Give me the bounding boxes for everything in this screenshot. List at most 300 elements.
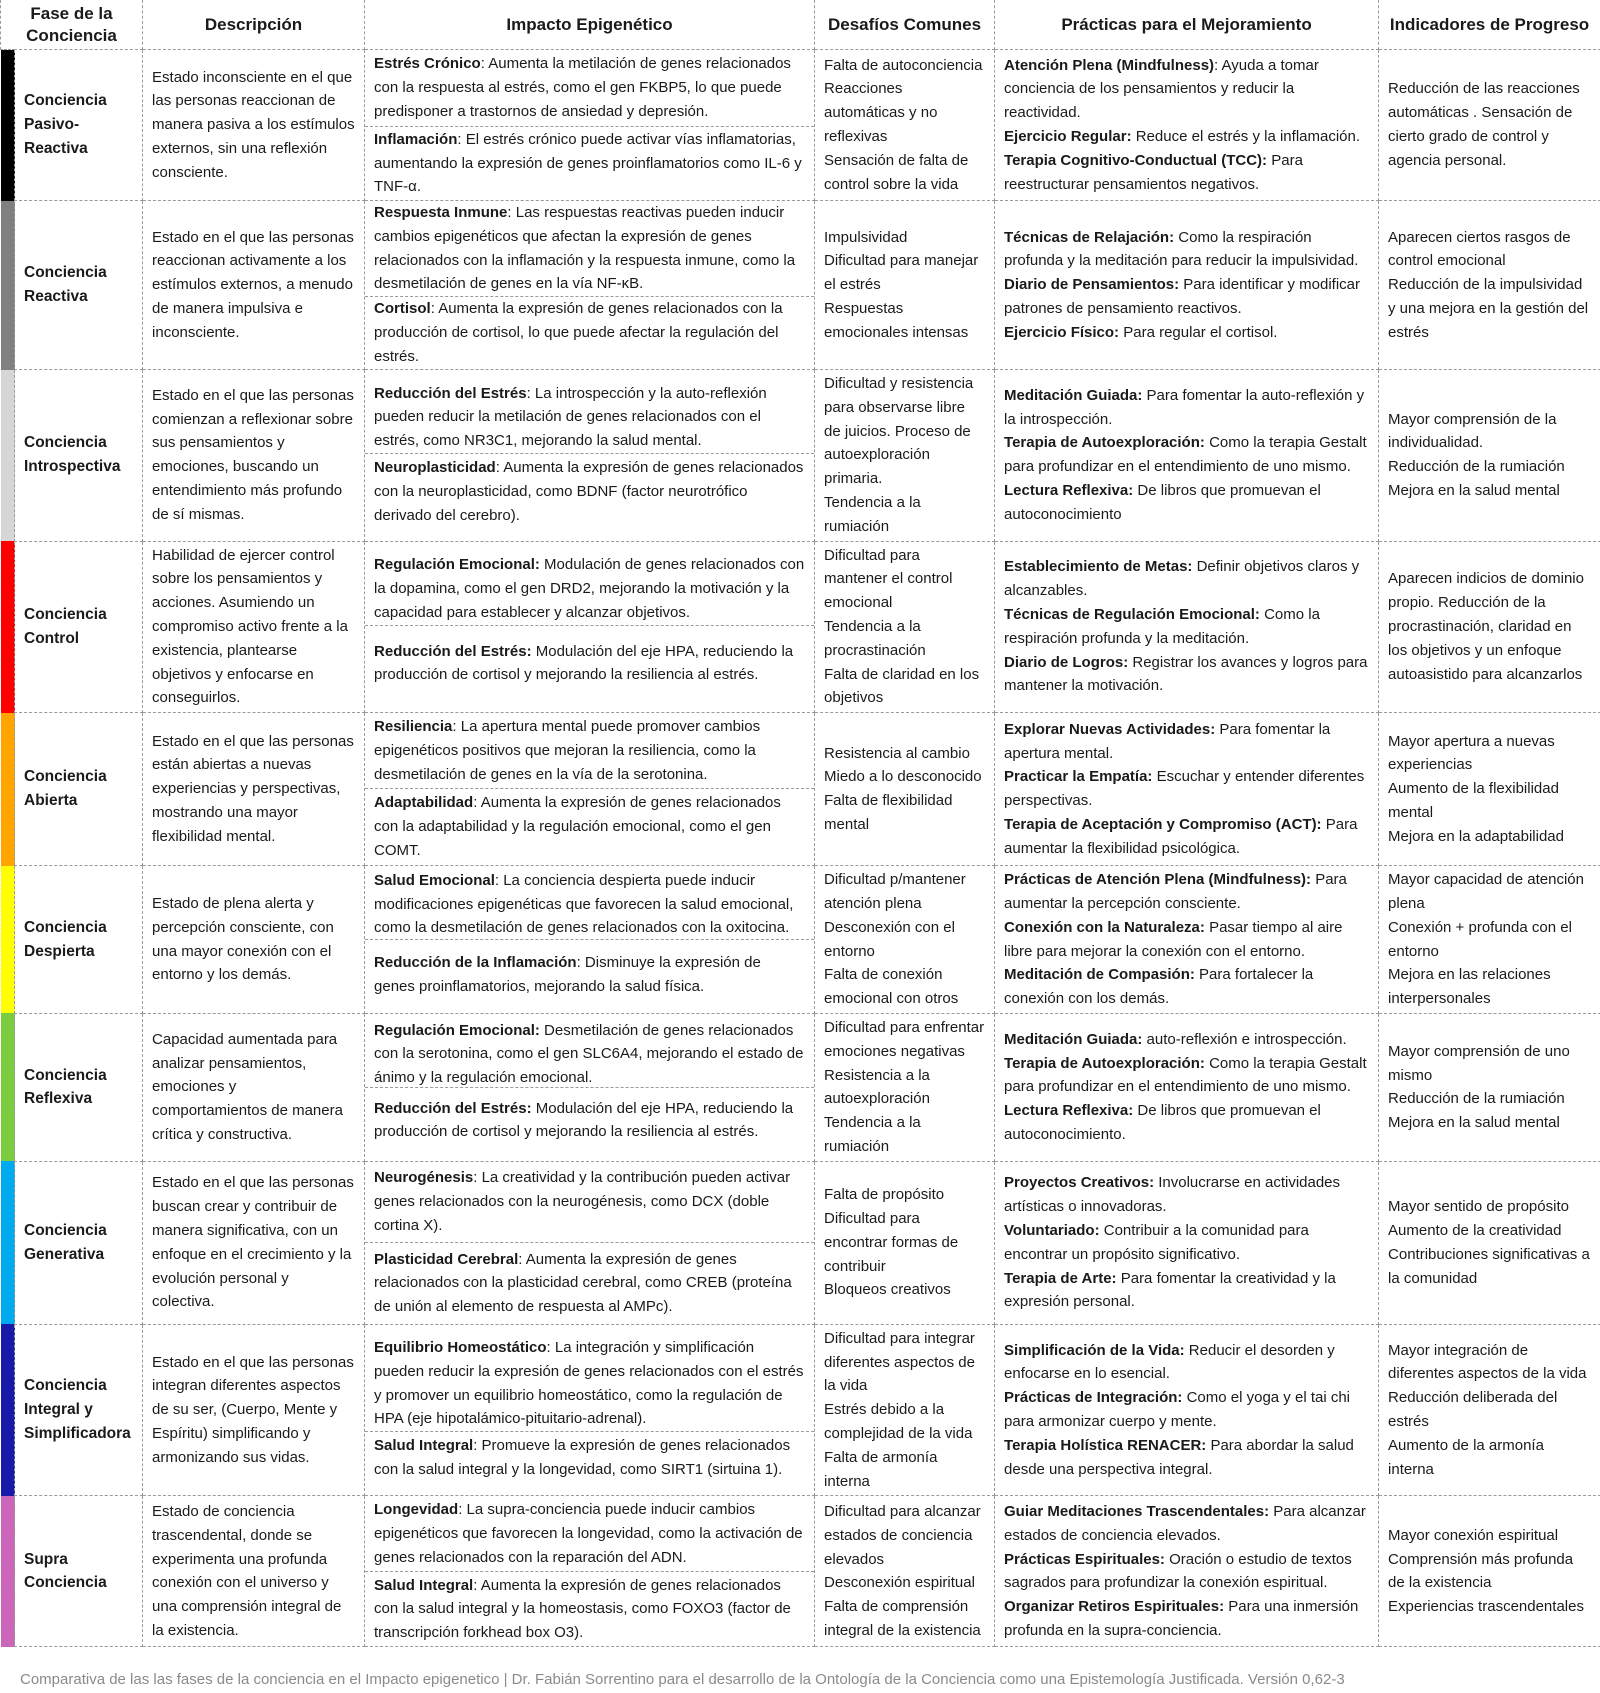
- challenge-item: Desconexión con el entorno: [824, 918, 955, 960]
- practice-title: Meditación Guiada:: [1004, 386, 1143, 404]
- impact-title: Regulación Emocional:: [374, 556, 540, 574]
- table-row: [1, 1013, 1600, 1161]
- practice-title: Establecimiento de Metas:: [1004, 558, 1193, 576]
- practice-title: Ejercicio Regular:: [1004, 128, 1132, 145]
- indicators-cell: [1379, 1324, 1600, 1496]
- practice-title: Explorar Nuevas Actividades:: [1004, 720, 1216, 738]
- phase-color-bar: [1, 370, 15, 542]
- practice-detail: Como la respiración profunda y la meditación para reducir la impulsividad.: [1004, 228, 1359, 270]
- practice-detail: Ayuda a tomar conciencia de los pensamientos y reducir la reactividad.: [1004, 56, 1319, 122]
- practice-title: Terapia de Arte:: [1004, 1269, 1117, 1287]
- footer-caption: Comparativa de las las fases de la conciencia en el Impacto epigenetico | Dr. Fabián Sorrentino para el desarrollo de la Ontología de la Conciencia como una Epistemología Justificada. Versión 0,62-3: [20, 1671, 1345, 1688]
- epigenetic-impact-cell: [365, 1013, 815, 1161]
- practice-item: [1004, 1028, 1369, 1052]
- practice-title: Simplificación de la Vida:: [1004, 1341, 1185, 1359]
- phase-description: Estado en el que las personas buscan crear y contribuir de manera significativa, con un enfoque en el crecimiento y la evolución personal y colectiva.: [143, 1161, 365, 1324]
- impact-title: Equilibrio Homeostático: [374, 1338, 547, 1356]
- impact-text: [374, 1336, 805, 1431]
- impact-detail: Modulación del eje HPA, reduciendo la producción de cortisol y mejorando la resiliencia al estrés.: [374, 1099, 794, 1141]
- impact-block: [365, 625, 814, 701]
- challenge-item: Falta de autoconciencia: [824, 56, 983, 74]
- impact-block: [365, 381, 814, 453]
- indicator-item: Mejora en las relaciones interpersonales: [1388, 966, 1551, 1008]
- impact-text: [374, 869, 805, 940]
- practice-detail: Como la terapia Gestalt para profundizar en el entendimiento de uno mismo.: [1004, 1054, 1367, 1096]
- practice-title: Conexión con la Naturaleza:: [1004, 918, 1205, 936]
- header-practices: Prácticas para el Mejoramiento: [995, 0, 1379, 50]
- indicator-item: Mejora en la salud mental: [1388, 482, 1560, 500]
- practice-item: [1004, 1548, 1369, 1596]
- impact-block: [365, 1022, 814, 1087]
- impact-block: [365, 1496, 814, 1571]
- impact-separator: :: [473, 1437, 482, 1455]
- practice-item: [1004, 273, 1369, 321]
- header-row: [1, 0, 1600, 50]
- challenges-cell: [815, 1324, 995, 1496]
- challenge-item: Reacciones automáticas y no reflexivas: [824, 80, 938, 145]
- challenge-item: Dificultad para integrar diferentes aspectos de la vida: [824, 1329, 975, 1395]
- impact-block: [365, 126, 814, 200]
- impact-separator: :: [546, 1338, 555, 1356]
- impact-text: [374, 1248, 805, 1319]
- practice-detail: Para fomentar la auto-reflexión y la introspección.: [1004, 386, 1365, 428]
- impact-separator: :: [430, 300, 439, 318]
- indicators-cell: [1379, 50, 1600, 201]
- practice-item: [1004, 603, 1369, 651]
- impact-detail: Aumenta la expresión de genes relacionados con la producción de cortisol, lo que puede afectar la regulación del estrés.: [374, 300, 783, 365]
- practice-item: [1004, 479, 1369, 527]
- challenges-cell: [815, 370, 995, 542]
- practice-item: [1004, 555, 1369, 603]
- indicator-item: Reducción de las reacciones automáticas . Sensación de cierto grado de control y agencia personal.: [1388, 80, 1580, 169]
- impact-text: [374, 52, 805, 123]
- challenges-cell: [815, 1496, 995, 1647]
- practice-detail: Para reestructurar pensamientos negativos.: [1004, 151, 1303, 193]
- table-row: [1, 541, 1600, 713]
- phase-name: Conciencia Abierta: [15, 713, 143, 866]
- challenge-item: Falta de comprensión integral de la existencia: [824, 1598, 981, 1639]
- practices-cell: [995, 201, 1379, 370]
- impact-title: Reducción del Estrés:: [374, 1099, 532, 1117]
- table-row: [1, 866, 1600, 1014]
- challenge-item: Falta de armonía interna: [824, 1448, 938, 1490]
- header-phase: Fase de la Conciencia: [1, 0, 143, 50]
- impact-text: [374, 715, 805, 786]
- practices-cell: [995, 50, 1379, 201]
- impact-detail: La integración y simplificación pueden reducir la expresión de genes relacionados con el estrés y promover un equilibrio homeostático, como la regulación de HPA (eje hipotalámico-pituitario-adrenal).: [374, 1338, 804, 1428]
- impact-separator: :: [576, 953, 585, 971]
- impact-text: [374, 1166, 805, 1237]
- challenge-item: Desconexión espiritual: [824, 1574, 975, 1592]
- impact-title: Cortisol: [374, 300, 431, 318]
- practice-item: [1004, 1339, 1369, 1387]
- indicator-item: Reducción deliberada del estrés: [1388, 1389, 1558, 1430]
- challenges-cell: [815, 50, 995, 201]
- indicator-item: Aumento de la flexibilidad mental: [1388, 780, 1559, 822]
- table-row: [1, 713, 1600, 866]
- practice-detail: Reduce el estrés y la inflamación.: [1135, 128, 1361, 145]
- practice-detail: Oración o estudio de textos sagrados para profundizar la conexión espiritual.: [1004, 1550, 1352, 1592]
- practice-item: [1004, 1052, 1369, 1100]
- epigenetic-impact-cell: [365, 370, 815, 542]
- phase-color-bar: [1, 866, 15, 1014]
- practices-cell: [995, 541, 1379, 713]
- practices-cell: [995, 866, 1379, 1014]
- challenge-item: Dificultad para mantener el control emocional: [824, 546, 953, 612]
- phase-color-bar: [1, 541, 15, 713]
- indicators-cell: [1379, 370, 1600, 542]
- table-row: [1, 1496, 1600, 1647]
- impact-detail: La supra-conciencia puede inducir cambios epigenéticos que favorecen la longevidad, como la activación de genes relacionados con la reparación del ADN.: [374, 1501, 803, 1566]
- indicator-item: Mayor conexión espiritual: [1388, 1526, 1559, 1544]
- impact-text: [374, 791, 805, 862]
- epigenetic-impact-cell: [365, 201, 815, 370]
- impact-block: [365, 296, 814, 369]
- header-challenges: Desafíos Comunes: [815, 0, 995, 50]
- practice-item: [1004, 963, 1369, 1011]
- indicator-item: Aumento de la armonía interna: [1388, 1436, 1544, 1478]
- indicator-item: Comprensión más profunda de la existencia: [1388, 1550, 1574, 1592]
- impact-detail: Aumenta la metilación de genes relacionados con la respuesta al estrés, como el gen FKBP5, lo que puede predisponer a trastornos de ansiedad y depresión.: [374, 55, 791, 120]
- impact-block: [365, 788, 814, 865]
- impact-text: [374, 1019, 805, 1090]
- phase-color-bar: [1, 201, 15, 370]
- phase-color-bar: [1, 1496, 15, 1647]
- impact-title: Estrés Crónico: [374, 55, 481, 73]
- practice-title: Lectura Reflexiva:: [1004, 1102, 1134, 1120]
- phase-description: Estado en el que las personas integran diferentes aspectos de su ser, (Cuerpo, Mente y Espíritu) simplificando y armonizando sus vidas.: [143, 1324, 365, 1496]
- indicator-item: Mayor comprensión de uno mismo: [1388, 1042, 1570, 1084]
- impact-detail: Desmetilación de genes relacionados con la serotonina, como el gen SLC6A4, mejorando el estado de ánimo y la regulación emocional.: [374, 1021, 804, 1087]
- indicators-cell: [1379, 713, 1600, 866]
- header-indicators: Indicadores de Progreso: [1379, 0, 1600, 50]
- practice-item: [1004, 1267, 1369, 1315]
- impact-title: Longevidad: [374, 1501, 459, 1519]
- phase-name: Conciencia Reflexiva: [15, 1013, 143, 1161]
- indicators-cell: [1379, 866, 1600, 1014]
- practice-separator: :: [1214, 56, 1222, 74]
- practice-detail: Escuchar y entender diferentes perspectivas.: [1004, 768, 1365, 810]
- indicator-item: Reducción de la rumiación: [1388, 458, 1565, 476]
- impact-separator: :: [495, 459, 504, 477]
- indicators-cell: [1379, 1496, 1600, 1647]
- challenges-cell: [815, 713, 995, 866]
- impact-title: Plasticidad Cerebral: [374, 1250, 519, 1268]
- challenge-item: Miedo a lo desconocido: [824, 768, 982, 786]
- practice-title: Prácticas de Atención Plena (Mindfulness):: [1004, 871, 1312, 889]
- impact-text: [374, 382, 805, 453]
- impact-text: [374, 128, 805, 199]
- impact-detail: El estrés crónico puede activar vías inflamatorias, aumentando la expresión de genes proinflamatorios como IL-6 y TNF-α.: [374, 130, 802, 196]
- impact-block: [365, 50, 814, 126]
- indicator-item: Reducción de la impulsividad y una mejora en la gestión del estrés: [1388, 276, 1589, 341]
- practices-cell: [995, 1496, 1379, 1647]
- practice-title: Ejercicio Físico:: [1004, 323, 1120, 341]
- practices-cell: [995, 713, 1379, 866]
- practices-cell: [995, 1013, 1379, 1161]
- indicator-item: Mejora en la adaptabilidad: [1388, 827, 1564, 845]
- impact-title: Salud Emocional: [374, 871, 495, 889]
- challenge-item: Tendencia a la rumiación: [824, 1114, 921, 1155]
- impact-block: [365, 553, 814, 625]
- phase-name: Conciencia Despierta: [15, 866, 143, 1014]
- impact-separator: :: [473, 1576, 481, 1594]
- phase-name: Conciencia Control: [15, 541, 143, 713]
- practice-item: [1004, 1500, 1369, 1548]
- impact-detail: La apertura mental puede promover cambios epigenéticos positivos que mejoran la resiliencia, como la desmetilación de genes en la vía de la serotonina.: [374, 717, 761, 783]
- practice-title: Terapia de Autoexploración:: [1004, 1054, 1205, 1072]
- phase-description: Estado en el que las personas están abiertas a nuevas experiencias y perspectivas, mostrando una mayor flexibilidad mental.: [143, 713, 365, 866]
- practice-title: Meditación de Compasión:: [1004, 966, 1195, 984]
- challenges-cell: [815, 1013, 995, 1161]
- practice-detail: Como el yoga y el tai chi para armonizar cuerpo y mente.: [1004, 1389, 1351, 1430]
- epigenetic-impact-cell: [365, 1161, 815, 1324]
- indicator-item: Aparecen ciertos rasgos de control emocional: [1388, 228, 1571, 270]
- indicator-item: Mayor capacidad de atención plena: [1388, 871, 1584, 912]
- header-impact: Impacto Epigenético: [365, 0, 815, 50]
- impact-block: [365, 453, 814, 529]
- impact-text: [374, 297, 805, 368]
- impact-separator: :: [452, 717, 461, 735]
- impact-block: [365, 201, 814, 296]
- table-row: [1, 50, 1600, 201]
- impact-title: Regulación Emocional:: [374, 1021, 540, 1039]
- impact-title: Salud Integral: [374, 1576, 474, 1594]
- practice-title: Meditación Guiada:: [1004, 1030, 1143, 1048]
- impact-detail: La introspección y la auto-reflexión pueden reducir la metilación de genes relacionados con el estrés, como NR3C1, mejorando la salud mental.: [374, 384, 767, 450]
- indicators-cell: [1379, 1013, 1600, 1161]
- practice-item: [1004, 384, 1369, 432]
- practice-detail: Como la terapia Gestalt para profundizar en el entendimiento de uno mismo.: [1004, 434, 1367, 476]
- impact-separator: :: [457, 130, 466, 148]
- practice-title: Terapia Holística RENACER:: [1004, 1436, 1207, 1454]
- impact-text: [374, 1498, 805, 1569]
- impact-block: [365, 1087, 814, 1153]
- practice-title: Voluntariado:: [1004, 1221, 1100, 1239]
- indicator-item: Contribuciones significativas a la comunidad: [1388, 1245, 1590, 1287]
- practice-item: [1004, 125, 1369, 149]
- impact-block: [365, 1571, 814, 1646]
- impact-block: [365, 1242, 814, 1324]
- phase-description: Estado en el que las personas comienzan a reflexionar sobre sus pensamientos y emociones, buscando un entendimiento más profundo de sí mismas.: [143, 370, 365, 542]
- impact-detail: La creatividad y la contribución pueden activar genes relacionados con la neurogénesis, como DCX (doble cortina X).: [374, 1169, 791, 1234]
- challenges-cell: [815, 541, 995, 713]
- challenge-item: Falta de conexión emocional con otros: [824, 966, 959, 1008]
- impact-separator: :: [494, 871, 504, 889]
- impact-separator: :: [458, 1501, 467, 1519]
- indicator-item: Mejora en la salud mental: [1388, 1114, 1560, 1132]
- challenge-item: Dificultad para alcanzar estados de conciencia elevados: [824, 1502, 981, 1568]
- epigenetic-impact-cell: [365, 1496, 815, 1647]
- impact-title: Adaptabilidad: [374, 794, 474, 812]
- impact-block: [365, 1336, 814, 1431]
- practice-detail: Como la respiración profunda y la meditación.: [1004, 606, 1320, 647]
- table-row: [1, 370, 1600, 542]
- practice-detail: Para fomentar la creatividad y la expresión personal.: [1004, 1269, 1336, 1311]
- practice-item: [1004, 1434, 1369, 1482]
- impact-detail: Modulación de genes relacionados con la dopamina, como el gen DRD2, mejorando la motivación y la capacidad para establecer y alcanzar objetivos.: [374, 556, 805, 621]
- challenge-item: Dificultad para encontrar formas de contribuir: [824, 1210, 959, 1275]
- practice-item: [1004, 1099, 1369, 1147]
- practice-title: Diario de Logros:: [1004, 653, 1129, 671]
- phase-name: Conciencia Generativa: [15, 1161, 143, 1324]
- impact-text: [374, 1574, 805, 1645]
- challenge-item: Dificultad p/mantener atención plena: [824, 871, 966, 912]
- indicators-cell: [1379, 541, 1600, 713]
- table-row: [1, 1324, 1600, 1496]
- impact-separator: :: [518, 1250, 526, 1268]
- challenge-item: Sensación de falta de control sobre la vida: [824, 151, 969, 193]
- practice-detail: Definir objetivos claros y alcanzables.: [1004, 558, 1360, 600]
- challenge-item: Dificultad para enfrentar emociones negativas: [824, 1018, 985, 1060]
- impact-text: [374, 1434, 805, 1482]
- impact-title: Reducción del Estrés: [374, 384, 527, 402]
- phase-description: Estado en el que las personas reaccionan activamente a los estímulos externos, a menudo de manera impulsiva e inconsciente.: [143, 201, 365, 370]
- phase-description: Estado de conciencia trascendental, donde se experimenta una profunda conexión con el universo y una comprensión integral de la existencia.: [143, 1496, 365, 1647]
- practice-detail: Para regular el cortisol.: [1123, 323, 1278, 341]
- impact-title: Neurogénesis: [374, 1169, 474, 1187]
- practice-title: Técnicas de Relajación:: [1004, 228, 1175, 246]
- challenges-cell: [815, 1161, 995, 1324]
- practice-item: [1004, 765, 1369, 813]
- indicator-item: Mayor apertura a nuevas experiencias: [1388, 732, 1555, 774]
- indicators-cell: [1379, 1161, 1600, 1324]
- practice-title: Organizar Retiros Espirituales:: [1004, 1598, 1225, 1616]
- practice-item: [1004, 868, 1369, 916]
- practice-title: Guiar Meditaciones Trascendentales:: [1004, 1502, 1270, 1520]
- practices-cell: [995, 1324, 1379, 1496]
- practice-detail: Para abordar la salud desde una perspectiva integral.: [1004, 1436, 1354, 1478]
- practice-item: [1004, 431, 1369, 479]
- impact-separator: :: [473, 794, 481, 812]
- practice-detail: Para identificar y modificar patrones de pensamiento reactivos.: [1004, 276, 1360, 317]
- indicator-item: Mayor sentido de propósito: [1388, 1198, 1569, 1216]
- practice-detail: auto-reflexión e introspección.: [1146, 1030, 1347, 1048]
- practices-cell: [995, 1161, 1379, 1324]
- practices-cell: [995, 370, 1379, 542]
- challenge-item: Falta de propósito: [824, 1186, 945, 1204]
- practice-title: Lectura Reflexiva:: [1004, 482, 1134, 500]
- practice-title: Proyectos Creativos:: [1004, 1174, 1155, 1192]
- epigenetic-impact-cell: [365, 541, 815, 713]
- impact-text: [374, 201, 805, 296]
- phase-description: Habilidad de ejercer control sobre los pensamientos y acciones. Asumiendo un compromiso activo frente a la existencia, plantearse objetivos y enfocarse en conseguirlos.: [143, 541, 365, 713]
- practice-item: [1004, 1219, 1369, 1267]
- impact-text: [374, 1097, 805, 1145]
- indicator-item: Aumento de la creatividad: [1388, 1221, 1562, 1239]
- impact-block: [365, 1431, 814, 1484]
- challenge-item: Bloqueos creativos: [824, 1281, 951, 1299]
- indicator-item: Mayor integración de diferentes aspectos de la vida: [1388, 1341, 1587, 1383]
- impact-detail: Aumenta la expresión de genes relacionados con la plasticidad cerebral, como CREB (proteína de unión al elemento de respuesta al AMPc).: [374, 1250, 792, 1316]
- impact-block: [365, 713, 814, 788]
- practice-detail: Reducir el desorden y enfocarse en lo esencial.: [1004, 1341, 1335, 1383]
- phase-name: Conciencia Introspectiva: [15, 370, 143, 542]
- challenge-item: Dificultad y resistencia para observarse libre de juicios. Proceso de autoexploración primaria.: [824, 375, 974, 488]
- practice-detail: De libros que promuevan el autoconocimiento.: [1004, 1102, 1321, 1144]
- impact-detail: Aumenta la expresión de genes relacionados con la adaptabilidad y la regulación emocional, como el gen COMT.: [374, 794, 781, 860]
- table-row: [1, 201, 1600, 370]
- practice-title: Terapia Cognitivo-Conductual (TCC):: [1004, 151, 1268, 169]
- practice-detail: Para una inmersión profunda en la supra-conciencia.: [1004, 1598, 1359, 1639]
- practice-title: Terapia de Autoexploración:: [1004, 434, 1205, 452]
- phase-description: Capacidad aumentada para analizar pensamientos, emociones y comportamientos de manera crítica y constructiva.: [143, 1013, 365, 1161]
- challenge-item: Respuestas emocionales intensas: [824, 299, 969, 341]
- phase-name: Supra Conciencia: [15, 1496, 143, 1647]
- practice-item: [1004, 149, 1369, 197]
- impact-title: Reducción del Estrés:: [374, 642, 532, 660]
- practice-detail: Para alcanzar estados de conciencia elevados.: [1004, 1502, 1366, 1544]
- impact-block: [365, 1162, 814, 1242]
- indicator-item: Mayor comprensión de la individualidad.: [1388, 410, 1557, 452]
- impact-detail: La conciencia despierta puede inducir modificaciones epigenéticas que favorecen la salud emocional, como la desmetilación de genes relacionados con la oxitocina.: [374, 871, 794, 937]
- table-body: [1, 50, 1600, 1647]
- practice-title: Terapia de Aceptación y Compromiso (ACT):: [1004, 815, 1322, 833]
- epigenetic-impact-cell: [365, 1324, 815, 1496]
- challenges-cell: [815, 866, 995, 1014]
- practice-item: [1004, 813, 1369, 861]
- challenge-item: Falta de claridad en los objetivos: [824, 665, 980, 707]
- practice-item: [1004, 321, 1369, 345]
- impact-detail: Promueve la expresión de genes relacionados con la salud integral y la longevidad, como SIRT1 (sirtuina 1).: [374, 1437, 791, 1478]
- practice-item: [1004, 916, 1369, 964]
- challenge-item: Resistencia a la autoexploración: [824, 1066, 930, 1108]
- practice-item: [1004, 226, 1369, 274]
- impact-title: Inflamación: [374, 130, 458, 148]
- practice-detail: Para fortalecer la conexión con los demás.: [1004, 966, 1314, 1008]
- challenge-item: Tendencia a la rumiación: [824, 493, 921, 535]
- practice-detail: Para fomentar la apertura mental.: [1004, 720, 1331, 762]
- indicators-cell: [1379, 201, 1600, 370]
- practice-item: [1004, 1595, 1369, 1643]
- practice-item: [1004, 1386, 1369, 1434]
- impact-title: Respuesta Inmune: [374, 203, 508, 221]
- impact-text: [374, 456, 805, 527]
- practice-detail: De libros que promuevan el autoconocimiento: [1004, 482, 1321, 523]
- impact-text: [374, 951, 805, 999]
- practice-title: Diario de Pensamientos:: [1004, 276, 1180, 294]
- practice-detail: Contribuir a la comunidad para encontrar un propósito significativo.: [1004, 1221, 1309, 1263]
- impact-title: Reducción de la Inflamación: [374, 953, 577, 971]
- practice-detail: Para aumentar la percepción consciente.: [1004, 871, 1347, 912]
- epigenetic-impact-cell: [365, 50, 815, 201]
- practice-title: Técnicas de Regulación Emocional:: [1004, 606, 1260, 624]
- impact-title: Salud Integral: [374, 1437, 474, 1455]
- impact-text: [374, 553, 805, 624]
- practice-title: Prácticas de Integración:: [1004, 1389, 1183, 1407]
- epigenetic-impact-cell: [365, 713, 815, 866]
- indicator-item: Conexión + profunda con el entorno: [1388, 918, 1572, 960]
- challenge-item: Tendencia a la procrastinación: [824, 617, 926, 659]
- table-row: [1, 1161, 1600, 1324]
- challenges-cell: [815, 201, 995, 370]
- phase-color-bar: [1, 713, 15, 866]
- impact-block: [365, 870, 814, 939]
- phase-name: Conciencia Integral y Simplificadora: [15, 1324, 143, 1496]
- practice-detail: Pasar tiempo al aire libre para mejorar la conexión con el entorno.: [1004, 918, 1343, 960]
- practice-item: [1004, 54, 1369, 125]
- practice-title: Atención Plena (Mindfulness): [1004, 56, 1215, 74]
- impact-title: Neuroplasticidad: [374, 459, 496, 477]
- challenge-item: Resistencia al cambio: [824, 744, 970, 762]
- impact-text: [374, 640, 805, 688]
- practice-item: [1004, 718, 1369, 766]
- phase-color-bar: [1, 1161, 15, 1324]
- indicator-item: Reducción de la rumiación: [1388, 1090, 1565, 1108]
- indicator-item: Experiencias trascendentales: [1388, 1598, 1584, 1616]
- challenge-item: Impulsividad: [824, 228, 908, 246]
- impact-separator: :: [526, 384, 535, 402]
